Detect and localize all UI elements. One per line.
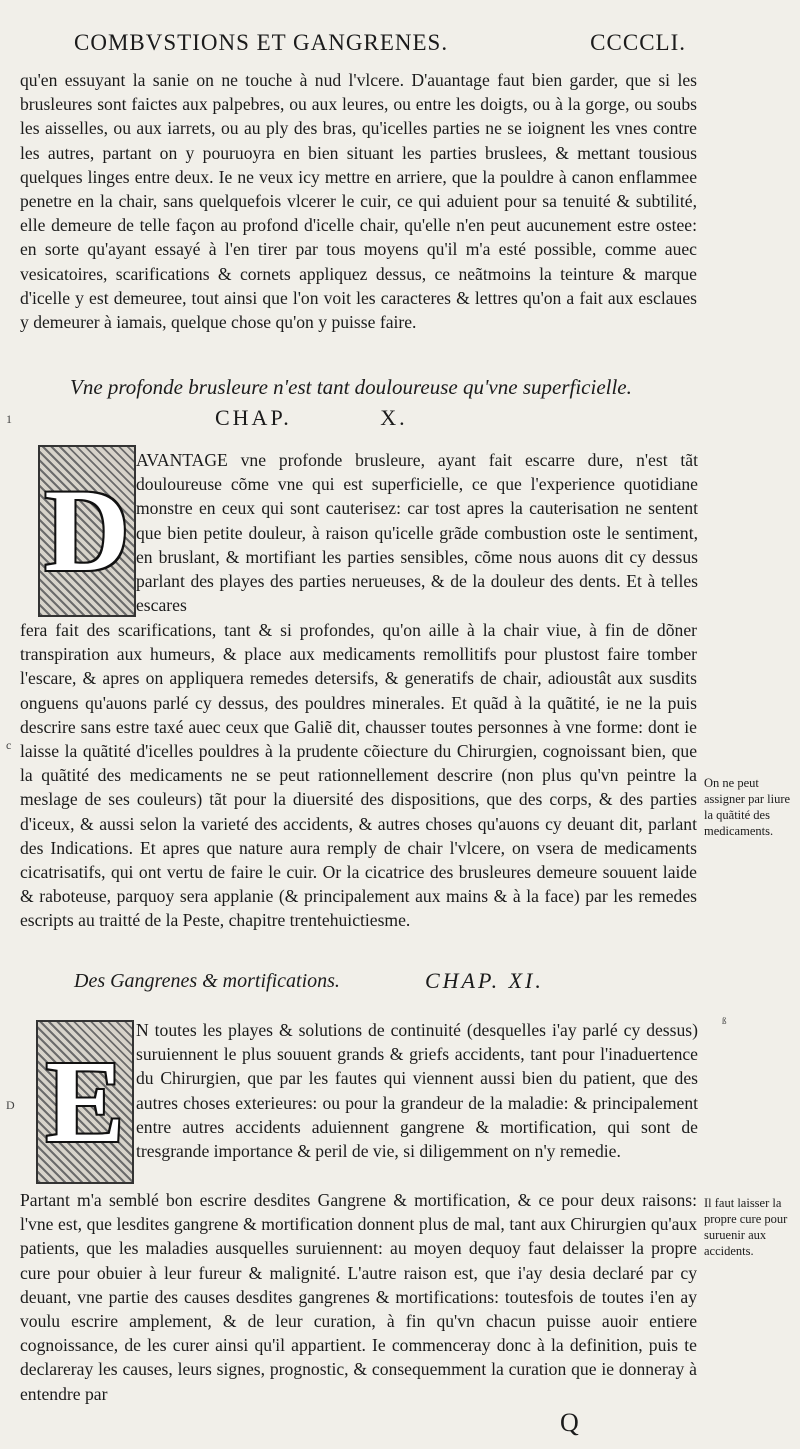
chapter-11-heading	[425, 968, 725, 994]
margin-mark: 1	[6, 412, 12, 426]
margin-note-cure: Il faut laisser la propre cure pour suruenir aux accidents.	[704, 1196, 788, 1258]
chapter-10-body: fera fait des scarifications, tant & si profondes, qu'on aille à la chair viue, à fin de dõner transpiration aux humeurs, & place aux medicaments remollitifs pour plustost faire tomber l'escare, & apres on appliquera remedes detersifs, & generatifs de chair, adioustât aux susdits onguens qu'auons parlé cy dessus, des pouldres minerales. Et quãd à la quãtité, ie ne la puis descrire sans estre taxé auec ceux que Galiẽ dit, chausser toutes personnes à vne forme: dont ie laisse la quãtité d'icelles pouldres à la prudente cõiecture du Chirurgien, cognoissant bien, que la quãtité des medicaments ne se peut rationnellement descrire (non plus qu'vn peintre la meslage de ses couleurs) tãt pour la diuersité des dispositions, que des corps, & des parties d'iceux, & aussi selon la varieté des accidents, & autres choses qu'auons cy deuant dit, parlant des Indications. Et apres que nature aura remply de chair l'vlcere, on vsera de medicaments cicatrisatifs, qui ont vertu de faire le cuir. Or la cicatrice des brusleures demeure souuent laide & raboteuse, parquoy sera applanie (& principalement aux mains & à la face) par les remedes escripts au traitté de la Peste, chapitre trentehuictiesme.	[20, 620, 697, 931]
ornamental-initial-e	[36, 1020, 134, 1184]
paragraph-burn-care: qu'en essuyant la sanie on ne touche à nud l'vlcere. D'auantage faut bien garder, que si les brusleures sont faictes aux palpebres, ou aux leures, ou entre les doigts, ou à la gorge, ou soubs les aisselles, ou aux iarrets, ou au ply des bras, qu'icelles parties ne se ioignent les vnes contre les autres, partant on y pouruoyra en bien situant les parties bruslees, & mettant tousious quelques linges entre deux. Ie ne veux icy mettre en arriere, que la pouldre à canon enflammee penetre en la chair, sans quelquefois vlcerer le cuir, ce qui aduient pour sa tenuité & subtilité, elle demeure de telle façon au profond d'icelle chair, qu'elle n'en peut aucunement estre ostee: en sorte qu'ayant essayé à l'en tirer par tous moyens qu'il m'a esté possible, comme auec vesicatoires, scarifications & cornets appliquez dessus, ce neãtmoins la teinture & marque d'icelle y est demeuree, tout ainsi que l'on voit les caracteres & lettres qu'on a fait aux esclaues y demeurer à iamais, quelque chose qu'on y puisse faire.	[20, 70, 697, 333]
running-header	[74, 30, 686, 56]
margin-mark: c	[6, 738, 12, 752]
folio-number: CCCCLI.	[590, 30, 686, 55]
initial-letter: D	[44, 465, 130, 596]
chapter-10-title: Vne profonde brusleure n'est tant douloureuse qu'vne superficielle.	[70, 375, 632, 399]
initial-letter: E	[45, 1036, 125, 1167]
chapter-10-heading	[215, 405, 515, 431]
chapter-number: XI.	[508, 968, 544, 993]
signature-mark: Q	[560, 1408, 579, 1437]
chapter-10-opening: AVANTAGE vne profonde brusleure, ayant fait escarre dure, n'est tãt douloureuse cõme vne qui est superficielle, ce que l'experience quotidiane monstre en ceux qui sont cauterisez: car tost apres la cauterisation ne sentent que bien petite douleur, à raison qu'icelle grãde combustion oste le sentiment, en bruslant, & mortifiant les parties sensibles, cõme nous auons dit cy dessus parlant des playes des parties nerueuses, & de la douleur des dents. Et à telles escares	[136, 450, 698, 616]
margin-mark: D	[6, 1098, 15, 1112]
chapter-11-opening: N toutes les playes & solutions de continuité (desquelles i'ay parlé cy dessus) suruiennent le plus souuent grands & griefs accidents, tant pour l'inaduertence du Chirurgien, que par les fautes qui viennent aussi bien du patient, que des autres choses exterieures: ou pour la grandeur de la maladie: & principalement entre autres accidents aduiennent gangrene & mortification, qui sont de tresgrande importance & peril de vie, si diligemment on n'y remedie.	[136, 1020, 698, 1162]
chapter-label: CHAP.	[215, 405, 292, 430]
running-title: COMBVSTIONS ET GANGRENES.	[74, 30, 449, 55]
chapter-label: CHAP.	[425, 968, 501, 993]
chapter-number: X.	[380, 405, 408, 430]
margin-mark: ß	[722, 1016, 727, 1026]
chapter-11-body: Partant m'a semblé bon escrire desdites Gangrene & mortification, & ce pour deux raisons: l'vne est, que lesdites gangrene & mortification donnent plus de mal, tant aux Chirurgien qu'aux patients, que les maladies ausquelles suruiennent: au moyen dequoy faut delaisser la propre cure pour obuier à leur fureur & malignité. L'autre raison est, que i'ay desia declaré par cy deuant, vne partie des causes desdites gangrenes & mortifications: toutesfois de toutes i'en ay voulu escrire amplement, & de leur curation, à fin qu'vn chacun puisse auoir entiere cognoissance, de les curer ainsi qu'il appartient. Ie commenceray donc à la definition, puis te declareray les causes, leurs signes, prognostic, & consequemment la curation que ie donneray à entendre par	[20, 1190, 697, 1404]
ornamental-initial-d	[38, 445, 136, 617]
chapter-11-title: Des Gangrenes & mortifications.	[74, 970, 340, 992]
margin-note-quantity: On ne peut assigner par liure la quãtité des medicaments.	[704, 776, 791, 838]
